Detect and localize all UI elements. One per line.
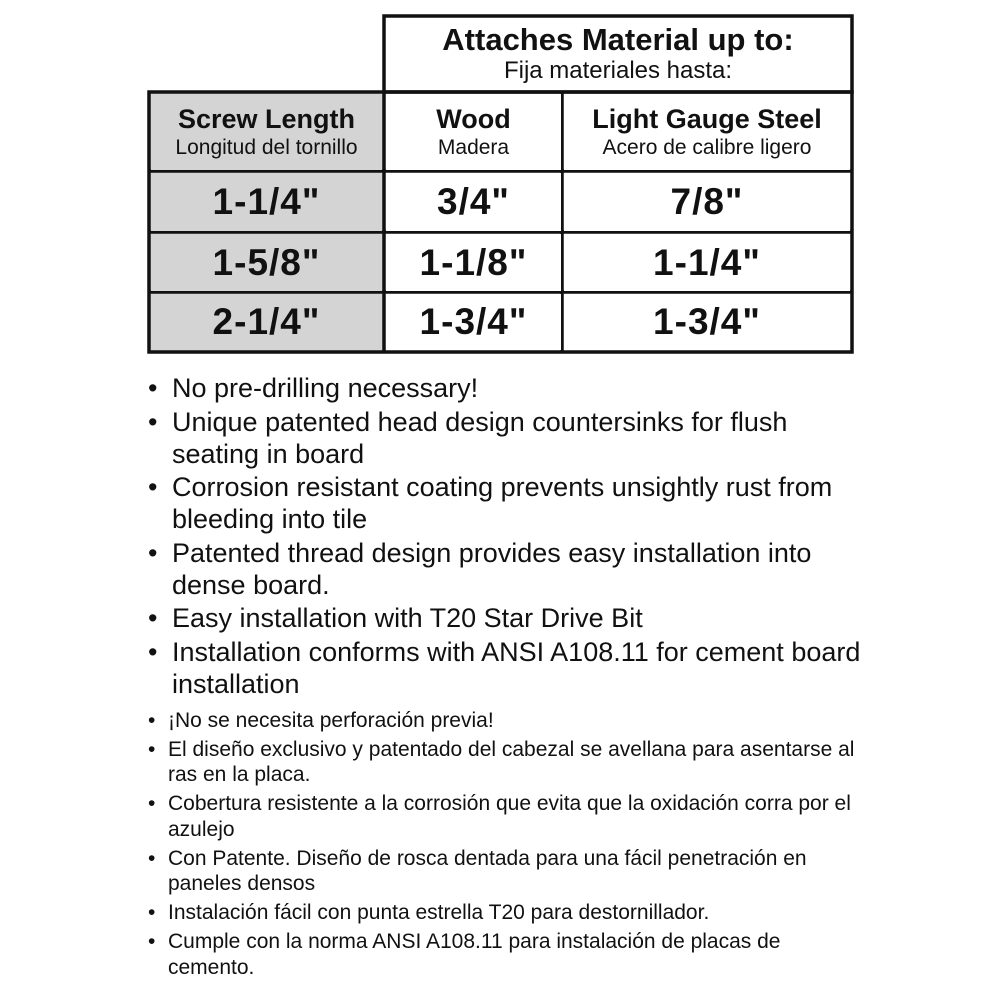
feature-es-text: Con Patente. Diseño de rosca dentada para una fácil penetración en paneles densos bbox=[168, 846, 807, 895]
row-2-steel: 1-1/4" bbox=[564, 234, 850, 291]
feature-es-item bbox=[148, 791, 868, 842]
row-3-wood: 1-3/4" bbox=[386, 294, 561, 350]
feature-es-text: Cumple con la norma ANSI A108.11 para instalación de placas de cemento. bbox=[168, 930, 781, 979]
feature-en-item bbox=[148, 406, 868, 470]
feature-es-item bbox=[148, 846, 868, 897]
bullet-glyph: • bbox=[148, 737, 156, 761]
bullet-glyph: • bbox=[148, 901, 156, 924]
feature-en-item bbox=[148, 537, 868, 601]
feature-en-item bbox=[148, 372, 868, 404]
feature-en-text: Easy installation with T20 Star Drive Bit bbox=[172, 603, 643, 633]
feature-en-text: Installation conforms with ANSI A108.11 for cement board installation bbox=[172, 636, 861, 699]
row-1-length: 1-1/4" bbox=[151, 173, 382, 231]
top-header-subtitle: Fija materiales hasta: bbox=[503, 57, 733, 84]
feature-es-text: ¡No se necesita perforación previa! bbox=[168, 708, 494, 732]
row-2-length: 1-5/8" bbox=[151, 234, 382, 291]
feature-es-text: Instalación fácil con punta estrella T20 para destornillador. bbox=[168, 901, 710, 924]
bullet-glyph: • bbox=[148, 792, 156, 815]
feature-en-item bbox=[148, 636, 868, 700]
row-3-length: 2-1/4" bbox=[151, 294, 382, 350]
feature-es-item bbox=[148, 900, 868, 926]
feature-en-item bbox=[148, 602, 868, 634]
feature-en-text: Corrosion resistant coating prevents unsightly rust from bleeding into tile bbox=[172, 472, 833, 534]
column-label: Screw Length bbox=[177, 103, 356, 134]
column-sublabel: Madera bbox=[437, 135, 510, 159]
bullet-glyph: • bbox=[148, 930, 156, 953]
row-2-wood: 1-1/8" bbox=[386, 234, 561, 291]
row-1-wood: 3/4" bbox=[386, 173, 561, 231]
feature-en-text: Patented thread design provides easy installation into dense board. bbox=[172, 537, 812, 600]
column-label: Light Gauge Steel bbox=[592, 103, 822, 134]
feature-en-text: Unique patented head design countersinks for flush seating in board bbox=[172, 406, 788, 469]
bullet-glyph: • bbox=[148, 603, 158, 633]
column-header-steel bbox=[564, 94, 850, 170]
bullet-glyph: • bbox=[148, 537, 158, 568]
feature-en-item bbox=[148, 471, 868, 535]
column-sublabel: Longitud del tornillo bbox=[175, 135, 358, 159]
bullet-glyph: • bbox=[148, 406, 158, 437]
bullet-glyph: • bbox=[148, 373, 158, 403]
row-3-steel: 1-3/4" bbox=[564, 294, 850, 350]
feature-es-item bbox=[148, 737, 868, 788]
column-label: Wood bbox=[436, 103, 511, 134]
top-header-title: Attaches Material up to: bbox=[442, 22, 794, 57]
attachment-table bbox=[0, 0, 1000, 360]
bullet-glyph: • bbox=[148, 472, 158, 502]
top-header-cell bbox=[386, 18, 850, 90]
feature-es-item bbox=[148, 929, 868, 980]
column-header-wood bbox=[386, 94, 561, 170]
feature-es-text: El diseño exclusivo y patentado del cabezal se avellana para asentarse al ras en la placa. bbox=[168, 737, 855, 786]
column-sublabel: Acero de calibre ligero bbox=[602, 135, 812, 159]
feature-list bbox=[148, 372, 868, 984]
bullet-glyph: • bbox=[148, 708, 156, 732]
row-1-steel: 7/8" bbox=[564, 173, 850, 231]
feature-es-text: Cobertura resistente a la corrosión que evita que la oxidación corra por el azulejo bbox=[168, 792, 851, 841]
column-header-screw-length bbox=[151, 94, 382, 170]
feature-en-text: No pre-drilling necessary! bbox=[172, 373, 479, 403]
feature-es-item bbox=[148, 708, 868, 734]
bullet-glyph: • bbox=[148, 636, 158, 667]
bullet-glyph: • bbox=[148, 846, 156, 870]
